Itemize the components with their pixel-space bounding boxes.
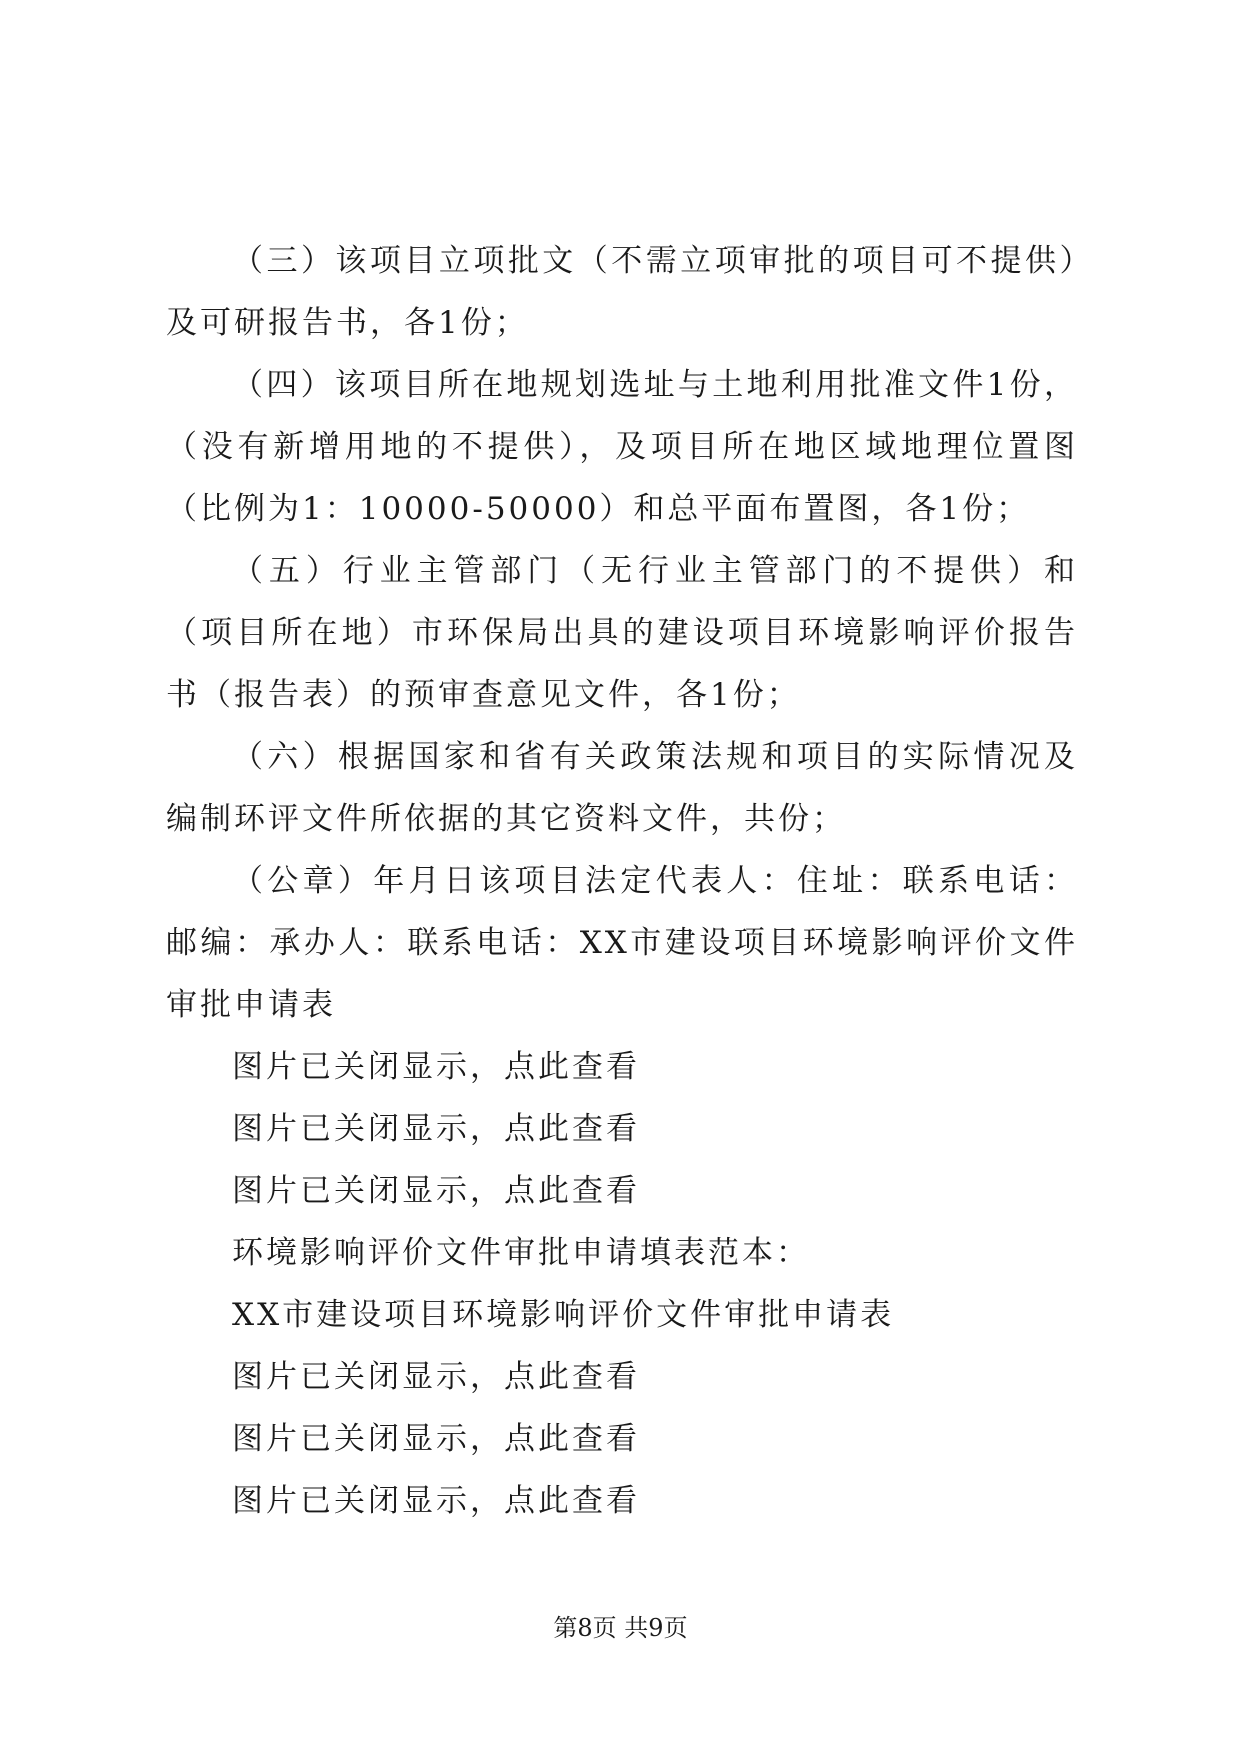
document-body — [166, 230, 1078, 1532]
paragraph-item-6: （六）根据国家和省有关政策法规和项目的实际情况及编制环评文件所依据的其它资料文件，共份； — [166, 739, 1078, 837]
image-hidden-link[interactable]: 图片已关闭显示，点此查看 — [232, 1359, 640, 1395]
image-hidden-link[interactable]: 图片已关闭显示，点此查看 — [232, 1111, 640, 1147]
image-hidden-link[interactable]: 图片已关闭显示，点此查看 — [232, 1421, 640, 1457]
paragraph-item-5: （五）行业主管部门（无行业主管部门的不提供）和（项目所在地）市环保局出具的建设项目环境影响评价报告书（报告表）的预审查意见文件，各1份； — [166, 553, 1078, 713]
page-number-footer: 第8页 共9页 — [553, 1614, 688, 1642]
paragraph-signature-block: （公章）年月日该项目法定代表人：住址：联系电话：邮编：承办人：联系电话：XX市建设项目环境影响评价文件审批申请表 — [166, 863, 1078, 1023]
sample-form-title: XX市建设项目环境影响评价文件审批申请表 — [232, 1297, 895, 1333]
image-hidden-link[interactable]: 图片已关闭显示，点此查看 — [232, 1483, 640, 1519]
paragraph-item-3: （三）该项目立项批文（不需立项审批的项目可不提供）及可研报告书，各1份； — [166, 243, 1078, 341]
sample-heading: 环境影响评价文件审批申请填表范本： — [232, 1235, 810, 1271]
image-hidden-link[interactable]: 图片已关闭显示，点此查看 — [232, 1049, 640, 1085]
paragraph-item-4: （四）该项目所在地规划选址与土地利用批准文件1份，（没有新增用地的不提供），及项目所在地区域地理位置图（比例为1：10000-50000）和总平面布置图，各1份； — [166, 367, 1078, 527]
image-hidden-link[interactable]: 图片已关闭显示，点此查看 — [232, 1173, 640, 1209]
